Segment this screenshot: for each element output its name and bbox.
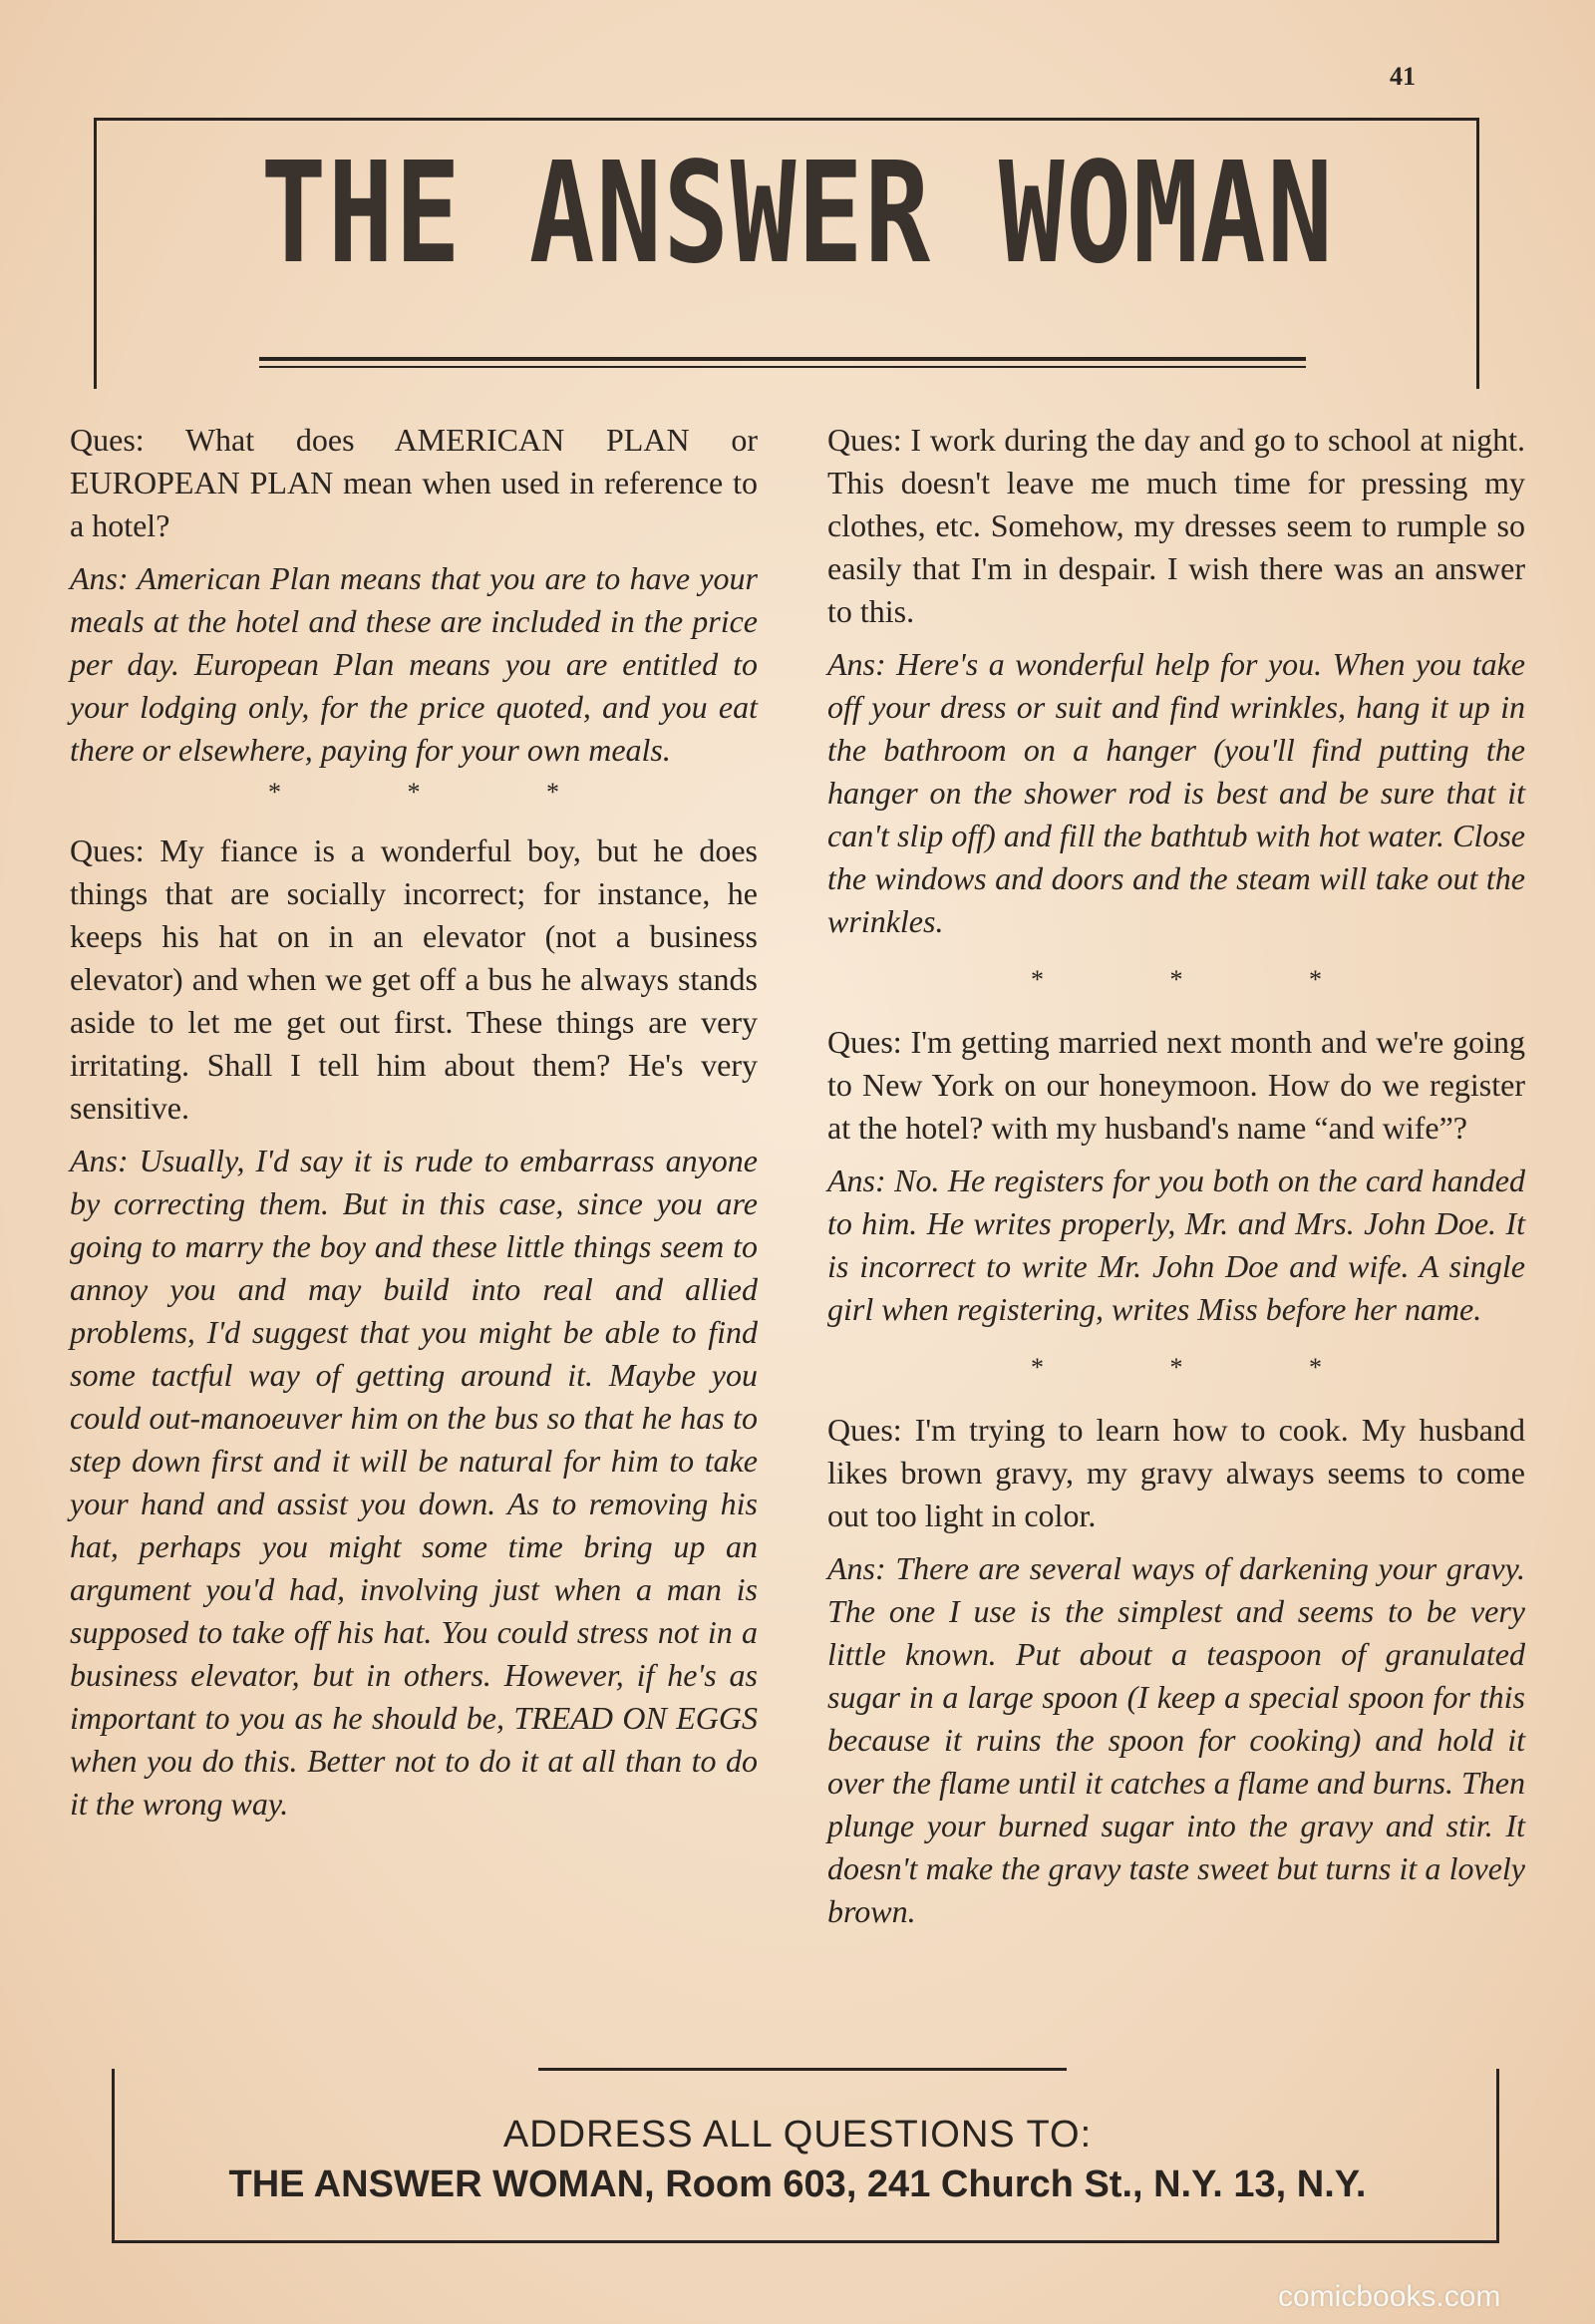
answer-5: Ans: There are several ways of darkening your gravy. The one I use is the simplest and seems to be very little known. Put about a teaspoon of granulated sugar in a large spoon (I keep a special spoon for this because it ruins the spoon for cooking) and hold it over the flame until it catches a flame and burns. Then plunge your burned sugar into the gravy and stir. It doesn't make the gravy taste sweet but turns it a lovely brown. xyxy=(827,1550,1525,1929)
answer-1: Ans: American Plan means that you are to have your meals at the hotel and these are included in the price per day. European Plan means you are entitled to your lodging only, for the price quoted, and you eat there or elsewhere, paying for your own meals. xyxy=(70,560,758,768)
answer-3: Ans: Here's a wonderful help for you. When you take off your dress or suit and find wrinkles, hang it up in the bathroom on a hanger (you'll find putting the hanger on the shower rod is best and be sure that it can't slip off) and fill the bathtub with hot water. Close the windows and doors and the steam will take out the wrinkles. xyxy=(827,646,1525,939)
title-underline-thin xyxy=(259,366,1306,368)
address-heading: ADDRESS ALL QUESTIONS TO: xyxy=(502,2114,1093,2156)
question-2: Ques: My fiance is a wonderful boy, but he does things that are socially incorrect; for instance, he keeps his hat on in an elevator (not a business elevator) and when we get off a bus he always stands aside to let me get out first. These things are very irritating. Shall I tell him about them? He's very sensitive. xyxy=(70,832,758,1126)
address-text: THE ANSWER WOMAN, Room 603, 241 Church St., N.Y. 13, N.Y. xyxy=(228,2163,1367,2205)
section-separator: * * * xyxy=(268,778,619,807)
page-number: 41 xyxy=(1390,62,1416,91)
section-separator: * * * xyxy=(1031,965,1382,994)
section-separator: * * * xyxy=(1031,1353,1382,1382)
question-5: Ques: I'm trying to learn how to cook. My husband likes brown gravy, my gravy always seems to come out too light in color. xyxy=(827,1412,1525,1533)
page-title: THE ANSWER WOMAN xyxy=(260,133,1335,295)
left-column xyxy=(70,419,758,1826)
question-4: Ques: I'm getting married next month and we're going to New York on our honeymoon. How do we register at the hotel? with my husband's name “and wife”? xyxy=(827,1024,1525,1146)
address-top-rule xyxy=(538,2068,1067,2071)
title-underline xyxy=(259,357,1306,361)
watermark: comicbooks.com xyxy=(1278,2280,1501,2313)
answer-4: Ans: No. He registers for you both on the card handed to him. He writes properly, Mr. and Mrs. John Doe. It is incorrect to write Mr. John Doe and wife. A single girl when registering, writes Miss before her name. xyxy=(827,1162,1525,1327)
answer-2: Ans: Usually, I'd say it is rude to embarrass anyone by correcting them. But in this case, since you are going to marry the boy and these little things seem to annoy you and may build into real and allied problems, I'd suggest that you might be able to find some tactful way of getting around it. Maybe you could out-manoeuver him on the bus so that he has to step down first and it will be natural for him to take your hand and assist you down. As to removing his hat, perhaps you might some time bring up an argument you'd had, involving just when a man is supposed to take off his hat. You could stress not in a business elevator, but in others. However, if he's as important to you as he should be, TREAD ON EGGS when you do this. Better not to do it at all than to do it the wrong way. xyxy=(70,1143,758,1822)
question-3: Ques: I work during the day and go to school at night. This doesn't leave me much time for pressing my clothes, etc. Somehow, my dresses seem to rumple so easily that I'm in despair. I wish there was an answer to this. xyxy=(827,422,1525,629)
question-1: Ques: What does AMERICAN PLAN or EUROPEAN PLAN mean when used in reference to a hotel? xyxy=(70,422,758,543)
right-column xyxy=(827,419,1525,1933)
